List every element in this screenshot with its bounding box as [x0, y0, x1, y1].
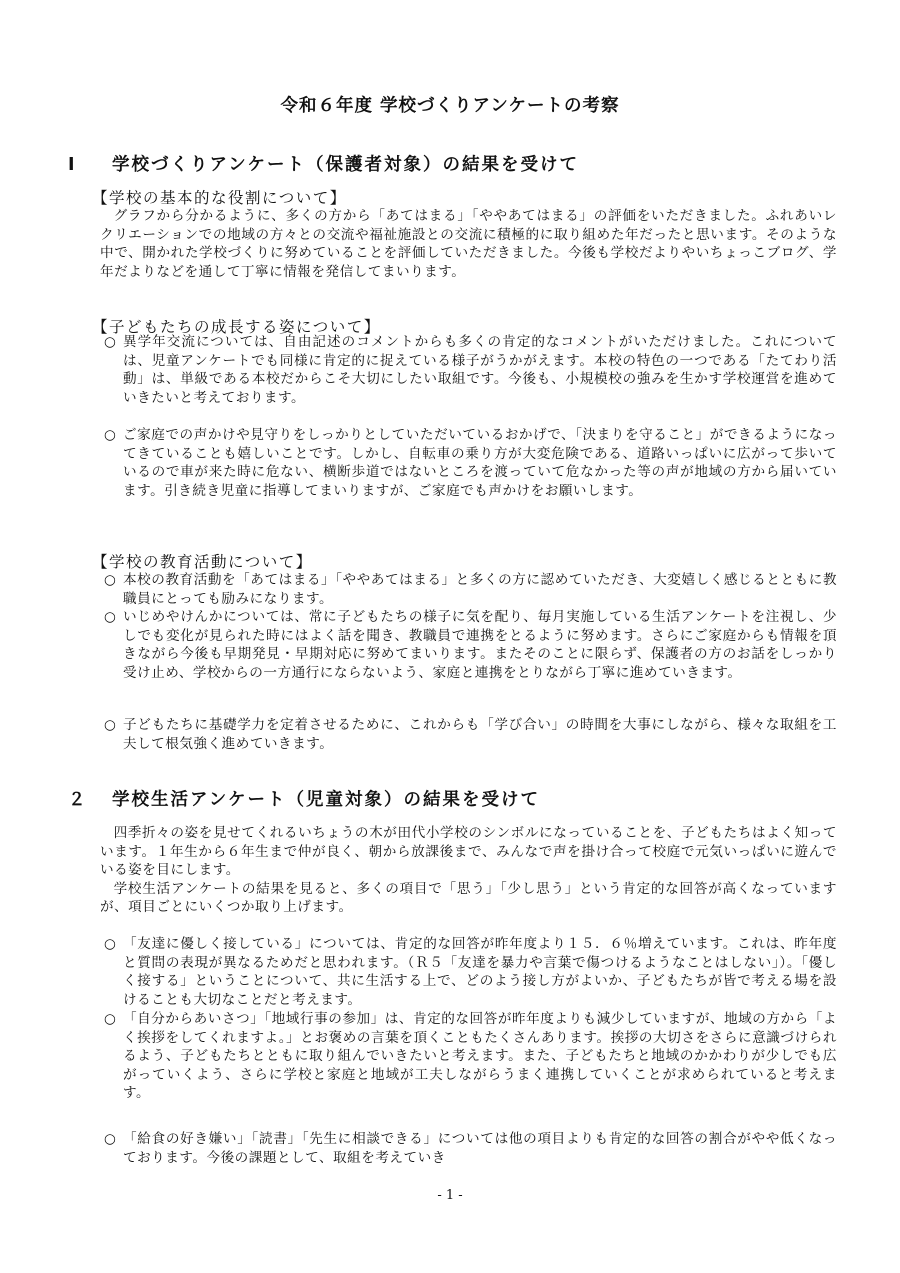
sub1-text: グラフから分かるように、多くの方から「あてはまる」「ややあてはまる」の評価をいただきました。ふれあいレクリエーションでの地域の方々との交流や福祉施設との交流に積極的に取り組めた年だったと思います。そのような中で、開かれた学校づくりに努めていることを評価していただきました。今後も学校だよりやいちょっこブログ、学年だよりなどを通して丁寧に情報を発信してまいります。: [100, 208, 837, 280]
section2-heading: [68, 786, 540, 811]
sub3-item-1-text: 本校の教育活動を「あてはまる」「ややあてはまる」と多くの方に認めていただき、大変嬉しく感じるとともに教職員にとっても励みになります。: [123, 572, 837, 607]
sub3-item-3: [104, 716, 837, 753]
bullet-mark: ○: [104, 427, 117, 443]
sub2-heading: 【子どもたちの成長する姿について】: [92, 318, 381, 336]
sub3-item-1: [104, 571, 837, 608]
sub3-heading: 【学校の教育活動について】: [92, 553, 313, 571]
sub3-item-2: [104, 608, 837, 682]
section2-intro-2: 学校生活アンケートの結果を見ると、多くの項目で「思う」「少し思う」という肯定的な回答が高くなっていますが、項目ごとにいくつか取り上げます。: [100, 880, 837, 916]
bullet-mark: ○: [104, 334, 117, 350]
bullet-mark: ○: [104, 1011, 117, 1027]
section1-heading: [68, 151, 579, 176]
bullet-mark: ○: [104, 1131, 117, 1147]
sub3-item-3-text: 子どもたちに基礎学力を定着させるために、これからも「学び合い」の時間を大事にしながら、様々な取組を工夫して根気強く進めていきます。: [123, 717, 837, 752]
bullet-mark: ○: [104, 717, 117, 733]
bullet-mark: ○: [104, 609, 117, 625]
section2-item-2: [104, 1010, 837, 1103]
sub1-paragraph: [100, 207, 837, 281]
section2-item-1: [104, 935, 837, 1009]
section2-intro-1: 四季折々の姿を見せてくれるいちょうの木が田代小学校のシンボルになっていることを、子どもたちはよく知っています。１年生から６年生まで仲が良く、朝から放課後まで、みんなで声を掛け合って校庭で元気いっぱいに遊んでいる姿を目にします。: [100, 825, 837, 879]
sub1-heading: 【学校の基本的な役割について】: [92, 189, 347, 207]
section1-number: Ⅰ: [68, 155, 77, 175]
sub2-item-1-text: 異学年交流については、自由記述のコメントからも多くの肯定的なコメントがいただけました。これについては、児童アンケートでも同様に肯定的に捉えている様子がうかがえます。本校の特色の一つである「たてわり活動」は、単級である本校だからこそ大切にしたい取組です。今後も、小規模校の強みを生かす学校運営を進めていきたいと考えております。: [123, 334, 837, 406]
page-number: - 1 -: [437, 1188, 463, 1203]
section2-heading-text: 学校生活アンケート（児童対象）の結果を受けて: [112, 790, 540, 810]
section2-item-1-text: 「友達に優しく接している」については、肯定的な回答が昨年度より１５．６％増えています。これは、昨年度と質問の表現が異なるためだと思われます。（Ｒ５「友達を暴力や言葉で傷つけるようなことはしない」）。「優しく接する」ということについて、共に生活する上で、どのよう接し方がよいか、子どもたちが皆で考える場を設けることも大切なことだと考えます。: [123, 936, 837, 1008]
section2-number: ２: [68, 790, 88, 810]
document-title: 令和６年度 学校づくりアンケートの考察: [280, 96, 620, 116]
sub2-item-2: [104, 426, 837, 500]
section2-item-3: [104, 1130, 837, 1167]
section2-intro: [100, 824, 837, 917]
bullet-mark: ○: [104, 936, 117, 952]
section2-item-2-text: 「自分からあいさつ」「地域行事の参加」は、肯定的な回答が昨年度よりも減少していますが、地域の方から「よく挨拶をしてくれますよ。」とお褒めの言葉を頂くこともたくさんあります。挨拶の大切さをさらに意識づけられるよう、子どもたちとともに取り組んでいきたいと考えます。また、子どもたちと地域のかかわりが少しでも広がっていくよう、さらに学校と家庭と地域が工夫しながらうまく連携していくことが求められていると考えます。: [123, 1011, 837, 1102]
sub2-item-2-text: ご家庭での声かけや見守りをしっかりとしていただいているおかげで、「決まりを守ること」ができるようになってきていることも嬉しいことです。しかし、自転車の乗り方が大変危険である、道路いっぱいに広がって歩いているので車が来た時に危ない、横断歩道ではないところを渡っていて危なかった等の声が地域の方から届いています。引き続き児童に指導してまいりますが、ご家庭でも声かけをお願いします。: [123, 427, 837, 499]
bullet-mark: ○: [104, 572, 117, 588]
section1-heading-text: 学校づくりアンケート（保護者対象）の結果を受けて: [112, 155, 579, 175]
section2-item-3-text: 「給食の好き嫌い」「読書」「先生に相談できる」については他の項目よりも肯定的な回答の割合がやや低くなっております。今後の課題として、取組を考えていき: [123, 1131, 837, 1166]
sub2-item-1: [104, 333, 837, 407]
sub3-item-2-text: いじめやけんかについては、常に子どもたちの様子に気を配り、毎月実施している生活アンケートを注視し、少しでも変化が見られた時にはよく話を聞き、教職員で連携をとるように努めます。さらにご家庭からも情報を頂きながら今後も早期発見・早期対応に努めてまいります。またそのことに限らず、保護者の方のお話をしっかり受け止め、学校からの一方通行にならないよう、家庭と連携をとりながら丁寧に進めていきます。: [123, 609, 837, 681]
